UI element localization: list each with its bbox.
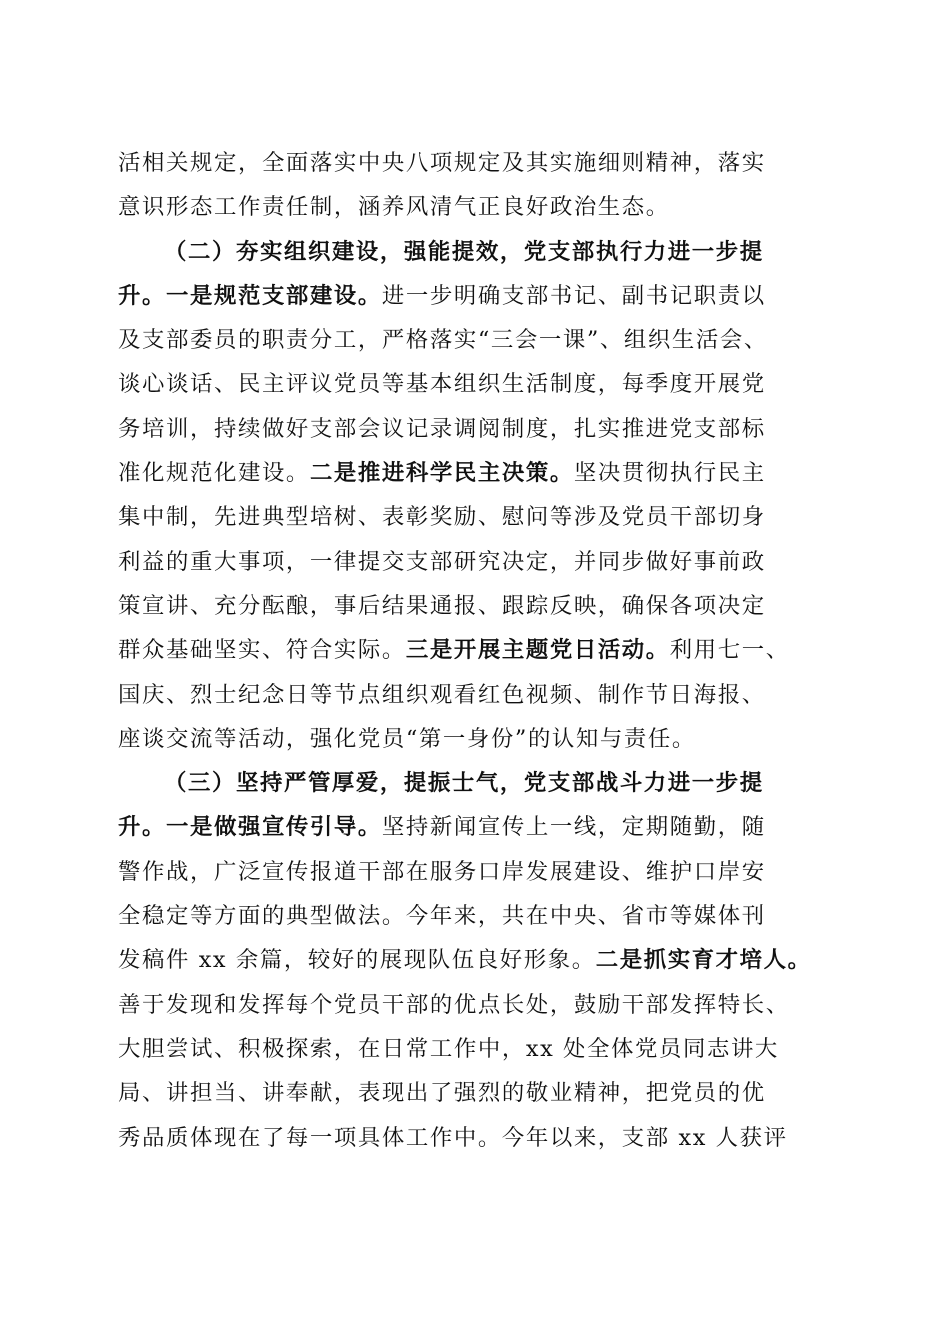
text-segment: 善于发现和发挥每个党员干部的优点长处，鼓励干部发挥特长、 xyxy=(118,991,790,1018)
text-segment: 局、讲担当、讲奉献，表现出了强烈的敬业精神，把党员的优 xyxy=(118,1080,766,1107)
text-segment: 发稿件 xx 余篇，较好的展现队伍良好形象。 xyxy=(118,947,596,974)
text-line xyxy=(118,362,833,406)
text-segment: 及支部委员的职责分工，严格落实“三会一课”、组织生活会、 xyxy=(118,327,768,354)
text-line xyxy=(118,717,833,761)
text-segment: 坚决贯彻执行民主 xyxy=(573,460,766,487)
text-segment: 意识形态工作责任制，涵养风清气正良好政治生态。 xyxy=(118,194,670,221)
text-line xyxy=(118,318,833,362)
text-line xyxy=(118,894,833,938)
text-line xyxy=(118,850,833,894)
text-line xyxy=(118,761,833,805)
text-line xyxy=(118,584,833,628)
bold-text-segment: 三是开展主题党日活动。 xyxy=(405,637,670,664)
text-line xyxy=(118,673,833,717)
text-segment: 全稳定等方面的典型做法。今年来，共在中央、省市等媒体刊 xyxy=(118,903,766,930)
text-segment: 策宣讲、充分酝酿，事后结果通报、跟踪反映，确保各项决定 xyxy=(118,592,766,619)
text-segment: 进一步明确支部书记、副书记职责以 xyxy=(381,282,766,309)
text-segment: 集中制，先进典型培树、表彰奖励、慰问等涉及党员干部切身 xyxy=(118,504,766,531)
text-line xyxy=(118,141,833,185)
text-line xyxy=(118,938,833,982)
text-line xyxy=(118,628,833,672)
bold-text-segment: 二是推进科学民主决策。 xyxy=(309,460,574,487)
text-line xyxy=(118,1071,833,1115)
bold-text-segment: （三）坚持严管厚爱，提振士气，党支部战斗力进一步提 xyxy=(164,770,764,797)
text-line xyxy=(118,451,833,495)
text-segment: 准化规范化建设。 xyxy=(118,460,310,487)
text-segment: 务培训，持续做好支部会议记录调阅制度，扎实推进党支部标 xyxy=(118,415,766,442)
text-line xyxy=(118,185,833,229)
text-segment: 利用七一、 xyxy=(669,637,790,664)
text-line xyxy=(118,983,833,1027)
text-line xyxy=(118,230,833,274)
text-segment: 活相关规定，全面落实中央八项规定及其实施细则精神，落实 xyxy=(118,150,766,176)
text-segment: 谈心谈话、民主评议党员等基本组织生活制度，每季度开展党 xyxy=(118,371,766,398)
text-segment: 坚持新闻宣传上一线，定期随勤，随 xyxy=(381,814,766,841)
text-line xyxy=(118,495,833,539)
text-line xyxy=(118,274,833,318)
bold-text-segment: （二）夯实组织建设，强能提效，党支部执行力进一步提 xyxy=(164,238,764,265)
bold-text-segment: 二是抓实育才培人。 xyxy=(595,947,812,974)
text-line xyxy=(118,540,833,584)
text-segment: 警作战，广泛宣传报道干部在服务口岸发展建设、维护口岸安 xyxy=(118,858,766,885)
text-line xyxy=(118,805,833,849)
bold-text-segment: 升。一是规范支部建设。 xyxy=(118,282,382,309)
text-segment: 利益的重大事项，一律提交支部研究决定，并同步做好事前政 xyxy=(118,548,766,575)
text-segment: 秀品质体现在了每一项具体工作中。今年以来，支部 xx 人获评 xyxy=(118,1124,788,1151)
body-text xyxy=(118,141,833,1160)
text-line xyxy=(118,1116,833,1160)
text-segment: 大胆尝试、积极探索，在日常工作中，xx 处全体党员同志讲大 xyxy=(118,1035,779,1062)
bold-text-segment: 升。一是做强宣传引导。 xyxy=(118,814,382,841)
text-segment: 座谈交流等活动，强化党员“第一身份”的认知与责任。 xyxy=(118,725,696,752)
text-line xyxy=(118,407,833,451)
text-segment: 国庆、烈士纪念日等节点组织观看红色视频、制作节日海报、 xyxy=(118,681,766,708)
text-line xyxy=(118,1027,833,1071)
text-segment: 群众基础坚实、符合实际。 xyxy=(118,637,406,664)
